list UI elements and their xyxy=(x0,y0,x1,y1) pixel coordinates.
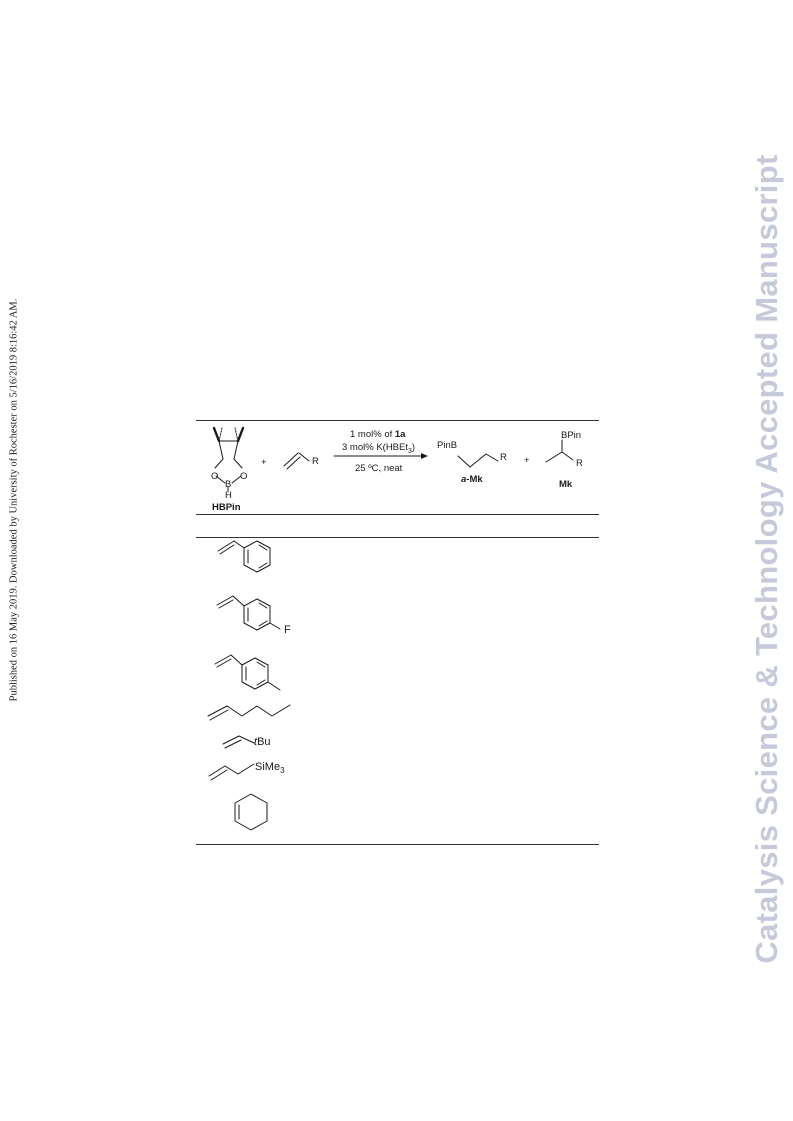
styrene-structure xyxy=(218,541,270,572)
atom-hydrogen: H xyxy=(225,490,232,501)
product-bond xyxy=(546,452,562,462)
hexene-structure xyxy=(208,705,290,720)
product-bond xyxy=(562,452,573,460)
product-bpin: BPin xyxy=(561,430,582,441)
pin-bond xyxy=(219,441,223,459)
tbu-label-rest: Bu xyxy=(257,736,271,748)
pin-methyl-wedge xyxy=(214,428,219,441)
allylsilane-structure xyxy=(209,764,254,780)
product-bond xyxy=(458,456,470,467)
condition-activator-close: ) xyxy=(411,442,416,453)
alkene-bond xyxy=(287,457,300,469)
condition-catalyst xyxy=(350,429,405,440)
publication-note-text: Published on 16 May 2019. Downloaded by University of Rochester on 5/16/2019 8:16:42 AM. xyxy=(8,298,20,702)
table-bottom-rule xyxy=(196,844,599,845)
product-linear-r: R xyxy=(500,452,507,463)
product-branched-r: R xyxy=(576,458,583,469)
product-branched-label: Mk xyxy=(559,479,573,490)
substrate-structures xyxy=(196,538,599,844)
atom-o-right: O xyxy=(240,471,248,482)
pin-methyl-wedge xyxy=(238,428,243,441)
alkene-bond xyxy=(284,453,298,466)
tbu-ethylene-structure xyxy=(223,736,254,748)
condition-activator-text: 3 mol% K(HBEt xyxy=(342,442,408,453)
fluorostyrene-structure xyxy=(217,596,280,630)
catalyst-label: 1a xyxy=(394,429,406,440)
scheme-bottom-rule xyxy=(196,514,599,515)
pin-bond xyxy=(234,459,242,468)
reaction-arrow-head xyxy=(421,453,428,459)
tbu-label-italic: t xyxy=(254,736,258,748)
tms-label-subscript: 3 xyxy=(280,766,285,776)
cyclohexene-structure xyxy=(235,794,267,830)
product-bond xyxy=(486,454,498,461)
reagent-name: HBPin xyxy=(212,502,241,513)
substrate-column xyxy=(196,538,599,844)
pin-bond xyxy=(215,459,223,468)
condition-activator xyxy=(342,442,415,457)
condition-catalyst-text: 1 mol% of xyxy=(350,429,395,440)
fluoro-label: F xyxy=(284,624,291,636)
methylstyrene-structure xyxy=(215,655,280,690)
tms-label-main: SiMe xyxy=(255,761,281,773)
pin-bond xyxy=(234,441,238,459)
product-pinb: PinB xyxy=(437,440,458,451)
product-linear-label-suffix: -Mk xyxy=(466,474,483,485)
alkene-r-group: R xyxy=(312,456,319,467)
condition-activator-subscript: 3 xyxy=(408,447,412,455)
condition-temperature: 25 ºC, neat xyxy=(355,463,403,474)
atom-o-left: O xyxy=(211,471,219,482)
tbu-label xyxy=(254,736,271,749)
reaction-scheme xyxy=(196,420,599,514)
product-bond xyxy=(470,454,486,467)
tms-label xyxy=(255,761,285,777)
product-linear-label-prefix: a xyxy=(461,474,467,485)
product-linear-label xyxy=(461,474,483,485)
plus-sign: + xyxy=(524,455,530,466)
journal-watermark-text: Catalysis Science & Technology Accepted Manuscript xyxy=(749,154,784,964)
plus-sign: + xyxy=(261,457,267,468)
atom-boron: B xyxy=(225,479,232,490)
